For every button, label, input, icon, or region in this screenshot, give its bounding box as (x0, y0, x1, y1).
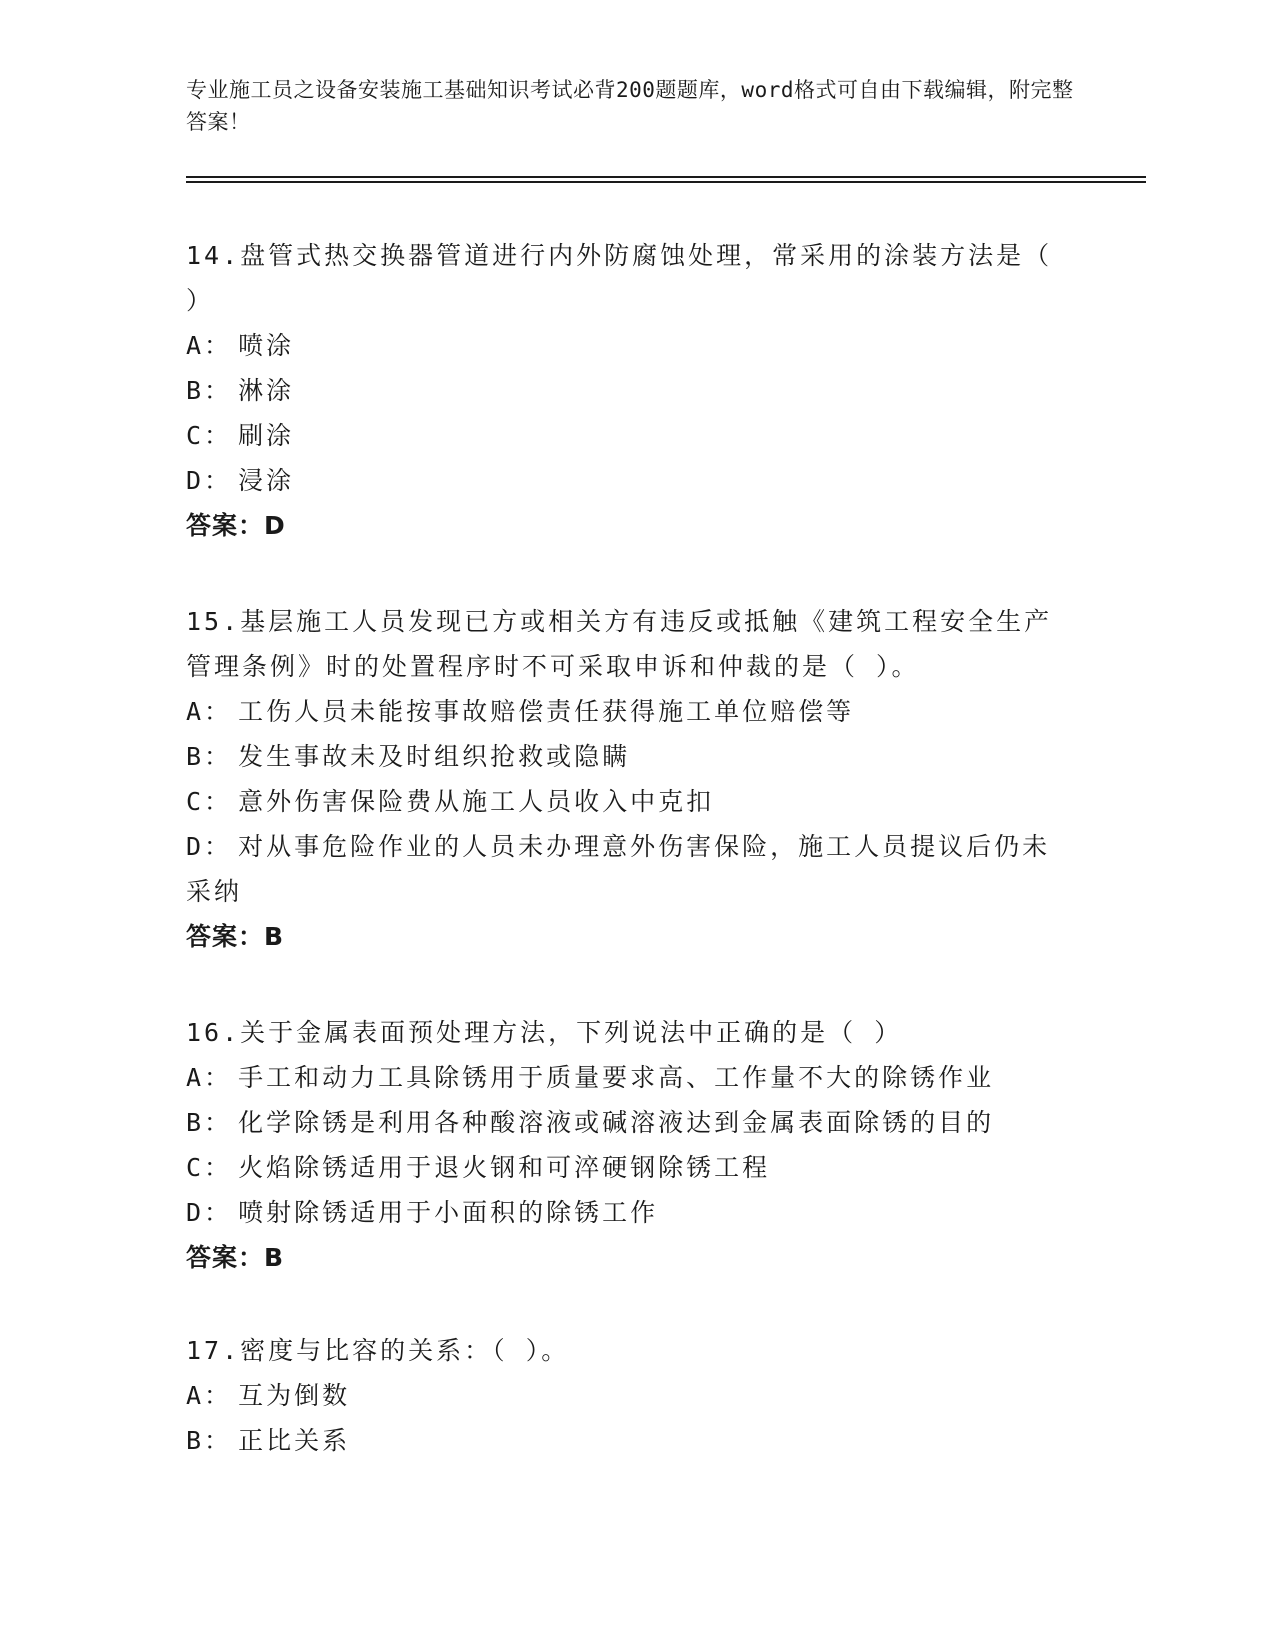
option-text: 对从事危险作业的人员未办理意外伤害保险，施工人员提议后仍未采纳 (186, 832, 1051, 906)
question-14 (186, 233, 1066, 548)
question-stem: 16.关于金属表面预处理方法，下列说法中正确的是（ ） (186, 1018, 903, 1047)
option-text: 喷射除锈适用于小面积的除锈工作 (238, 1198, 659, 1227)
option-text: 喷涂 (238, 331, 295, 360)
option-a (186, 1055, 1066, 1100)
option-key: D： (186, 1198, 233, 1227)
option-c (186, 1145, 1066, 1190)
header-divider-top (186, 176, 1146, 178)
option-text: 发生事故未及时组织抢救或隐瞒 (238, 742, 631, 771)
option-key: B： (186, 1108, 233, 1137)
option-a (186, 323, 1066, 368)
option-key: D： (186, 832, 233, 861)
option-d (186, 1190, 1066, 1235)
option-a (186, 689, 1066, 734)
option-c (186, 779, 1066, 824)
option-text: 正比关系 (238, 1426, 351, 1455)
option-key: C： (186, 421, 233, 450)
question-17 (186, 1328, 1066, 1463)
question-16 (186, 1010, 1066, 1280)
answer-line: 答案：D (186, 511, 286, 540)
option-text: 火焰除锈适用于退火钢和可淬硬钢除锈工程 (238, 1153, 771, 1182)
option-d (186, 824, 1066, 914)
option-key: B： (186, 1426, 233, 1455)
option-a (186, 1373, 1066, 1418)
option-b (186, 1100, 1066, 1145)
option-text: 意外伤害保险费从施工人员收入中克扣 (238, 787, 715, 816)
answer-line: 答案：B (186, 1243, 285, 1272)
option-text: 工伤人员未能按事故赔偿责任获得施工单位赔偿等 (238, 697, 855, 726)
header-divider-bottom (186, 181, 1146, 183)
question-stem: 17.密度与比容的关系：（ ）。 (186, 1336, 570, 1365)
option-key: B： (186, 742, 233, 771)
option-key: C： (186, 787, 233, 816)
option-key: A： (186, 697, 233, 726)
option-text: 刷涂 (238, 421, 295, 450)
option-key: D： (186, 466, 233, 495)
option-c (186, 413, 1066, 458)
option-key: A： (186, 1381, 233, 1410)
question-stem: 15.基层施工人员发现已方或相关方有违反或抵触《建筑工程安全生产管理条例》时的处置程序时不可采取申诉和仲裁的是（ ）。 (186, 607, 1053, 681)
option-text: 浸涂 (238, 466, 295, 495)
question-15 (186, 599, 1066, 959)
option-b (186, 1418, 1066, 1463)
answer-line: 答案：B (186, 922, 285, 951)
document-header (186, 74, 1086, 138)
option-text: 化学除锈是利用各种酸溶液或碱溶液达到金属表面除锈的目的 (238, 1108, 995, 1137)
option-key: C： (186, 1153, 233, 1182)
option-key: A： (186, 331, 233, 360)
option-key: B： (186, 376, 233, 405)
option-text: 淋涂 (238, 376, 295, 405)
option-key: A： (186, 1063, 233, 1092)
option-d (186, 458, 1066, 503)
option-b (186, 734, 1066, 779)
header-title: 专业施工员之设备安装施工基础知识考试必背200题题库，word格式可自由下载编辑，附完整答案！ (186, 78, 1074, 134)
option-text: 手工和动力工具除锈用于质量要求高、工作量不大的除锈作业 (238, 1063, 995, 1092)
option-text: 互为倒数 (238, 1381, 351, 1410)
question-stem: 14.盘管式热交换器管道进行内外防腐蚀处理，常采用的涂装方法是（ ） (186, 241, 1053, 315)
option-b (186, 368, 1066, 413)
